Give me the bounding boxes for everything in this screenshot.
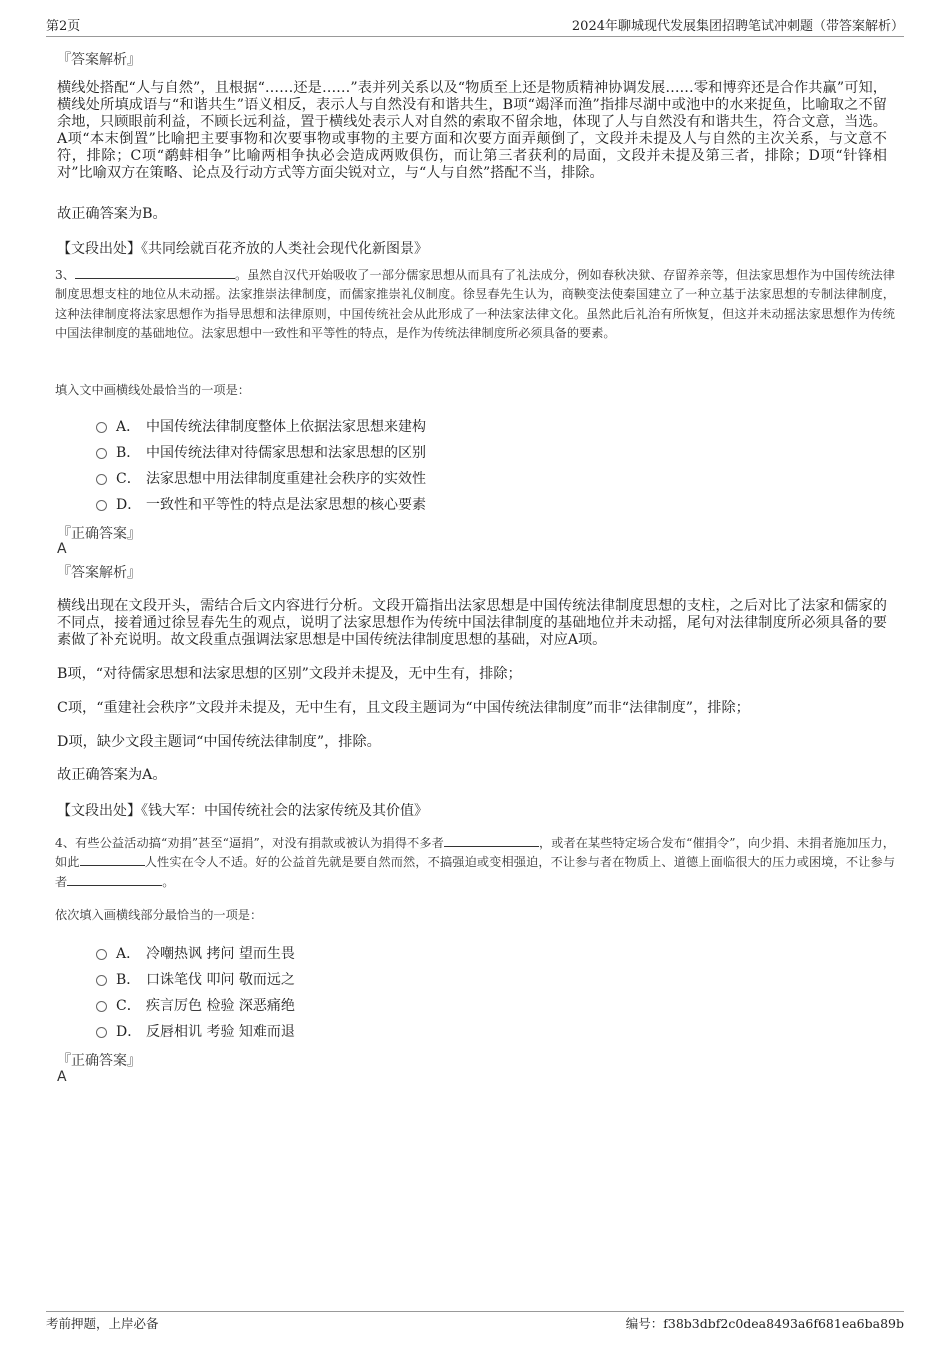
analysis-paragraph: 横线出现在文段开头，需结合后文内容进行分析。文段开篇指出法家思想是中国传统法律制度思想的支柱，之后对比了法家和儒家的不同点，接着通过徐昱春先生的观点，说明了法家思想作为传统中国法律制度的基础地位并未动摇，尾句对法律制度所必须具备的要素做了补充说明。故文段重点强调法家思想是中国传统法律制度思想的基础，对应A项。 bbox=[57, 598, 887, 648]
analysis-paragraph: B项，“对待儒家思想和法家思想的区别”文段并未提及，无中生有，排除； bbox=[57, 666, 522, 682]
correct-answer: A bbox=[57, 541, 67, 557]
question-number: 4、 bbox=[55, 836, 76, 850]
option-a[interactable]: A． 中国传统法律制度整体上依据法家思想来建构 bbox=[96, 413, 426, 439]
question-3-options bbox=[96, 413, 426, 517]
document-id: 编号：f38b3dbf2c0dea8493a6f681ea6ba89b bbox=[625, 1316, 904, 1331]
option-d[interactable]: D． 一致性和平等性的特点是法家思想的核心要素 bbox=[96, 491, 426, 517]
analysis-paragraph: C项，“重建社会秩序”文段并未提及，无中生有，且文段主题词为“中国传统法律制度”而非“法律制度”，排除； bbox=[57, 700, 750, 716]
page-header bbox=[46, 12, 904, 37]
radio-icon[interactable] bbox=[96, 448, 107, 459]
question-4-options bbox=[96, 940, 295, 1044]
page-footer bbox=[46, 1311, 904, 1334]
option-c[interactable]: C． 疾言厉色 检验 深恶痛绝 bbox=[96, 992, 295, 1018]
conclusion: 故正确答案为A。 bbox=[57, 767, 167, 783]
radio-icon[interactable] bbox=[96, 474, 107, 485]
analysis-paragraph: D项，缺少文段主题词“中国传统法律制度”，排除。 bbox=[57, 734, 381, 750]
radio-icon[interactable] bbox=[96, 949, 107, 960]
question-4-prompt: 依次填入画横线部分最恰当的一项是： bbox=[55, 908, 263, 922]
option-b[interactable]: B． 中国传统法律对待儒家思想和法家思想的区别 bbox=[96, 439, 426, 465]
answer-blank bbox=[75, 266, 235, 279]
option-a[interactable]: A． 冷嘲热讽 拷问 望而生畏 bbox=[96, 940, 295, 966]
answer-blank bbox=[80, 853, 145, 866]
page-number: 第2页 bbox=[46, 19, 81, 34]
analysis-text: 横线处搭配“人与自然”，且根据“……还是……”表并列关系以及“物质至上还是物质精神协调发展……零和博弈还是合作共赢”可知，横线处所填成语与“和谐共生”语义相反，表示人与自然没有和谐共生，B项“竭泽而渔”指排尽湖中或池中的水来捉鱼，比喻取之不留余地，只顾眼前利益，不顾长远利益，置于横线处表示人对自然的索取不留余地，体现了人与自然没有和谐共生，符合文意，当选。A项“本末倒置”比喻把主要事物和次要事物或事物的主要方面和次要方面弄颠倒了，文段并未提及人与自然的主次关系，与文意不符，排除；C项“鹬蚌相争”比喻两相争执必会造成两败俱伤，而让第三者获利的局面，文段并未提及第三者，排除；D项“针锋相对”比喻双方在策略、论点及行动方式等方面尖锐对立，与“人与自然”搭配不当，排除。 bbox=[57, 80, 887, 181]
passage-source: 【文段出处】《共同绘就百花齐放的人类社会现代化新图景》 bbox=[57, 241, 428, 257]
correct-answer-label: 『正确答案』 bbox=[57, 526, 141, 542]
question-4-stem: 4、有些公益活动搞“劝捐”甚至“逼捐”，对没有捐款或被认为捐得不多者 ，或者在某些特定场合发布“催捐令”，向少捐、未捐者施加压力，如此 人性实在令人不适。好的公益首先就是要自然而然，不搞强迫或变相强迫，不让参与者在物质上、道德上面临很大的压力或困境，不让参与者 。 bbox=[55, 836, 896, 889]
analysis-label: 『答案解析』 bbox=[57, 52, 141, 68]
radio-icon[interactable] bbox=[96, 1001, 107, 1012]
document-title: 2024年聊城现代发展集团招聘笔试冲刺题（带答案解析） bbox=[571, 19, 904, 34]
option-c[interactable]: C． 法家思想中用法律制度重建社会秩序的实效性 bbox=[96, 465, 426, 491]
radio-icon[interactable] bbox=[96, 422, 107, 433]
conclusion: 故正确答案为B。 bbox=[57, 206, 167, 222]
radio-icon[interactable] bbox=[96, 1027, 107, 1038]
question-3-prompt: 填入文中画横线处最恰当的一项是： bbox=[55, 383, 250, 397]
correct-answer-label: 『正确答案』 bbox=[57, 1053, 141, 1069]
analysis-label: 『答案解析』 bbox=[57, 565, 141, 581]
passage-source: 【文段出处】《钱大军：中国传统社会的法家传统及其价值》 bbox=[57, 803, 428, 819]
answer-blank bbox=[67, 873, 162, 886]
correct-answer: A bbox=[57, 1069, 67, 1085]
radio-icon[interactable] bbox=[96, 975, 107, 986]
question-3-stem: 3、 。虽然自汉代开始吸收了一部分儒家思想从而具有了礼法成分，例如春秋决狱、存留养亲等，但法家思想作为中国传统法律制度思想支柱的地位从未动摇。法家推崇法律制度，而儒家推崇礼仪制度。徐昱春先生认为，商鞅变法使秦国建立了一种立基于法家思想的专制法律制度，这种法律制度将法家思想作为指导思想和法律原则，中国传统社会从此形成了一种法家法律文化。虽然此后礼治有所恢复，但这并未动摇法家思想作为传统中国法律制度的基础地位。法家思想中一致性和平等性的特点，是作为传统法律制度所必须具备的要素。 bbox=[55, 268, 895, 341]
radio-icon[interactable] bbox=[96, 500, 107, 511]
answer-blank bbox=[444, 834, 539, 847]
footer-slogan: 考前押题，上岸必备 bbox=[46, 1316, 159, 1331]
option-d[interactable]: D． 反唇相讥 考验 知难而退 bbox=[96, 1018, 295, 1044]
option-b[interactable]: B． 口诛笔伐 叩问 敬而远之 bbox=[96, 966, 295, 992]
question-number: 3、 bbox=[55, 268, 76, 282]
